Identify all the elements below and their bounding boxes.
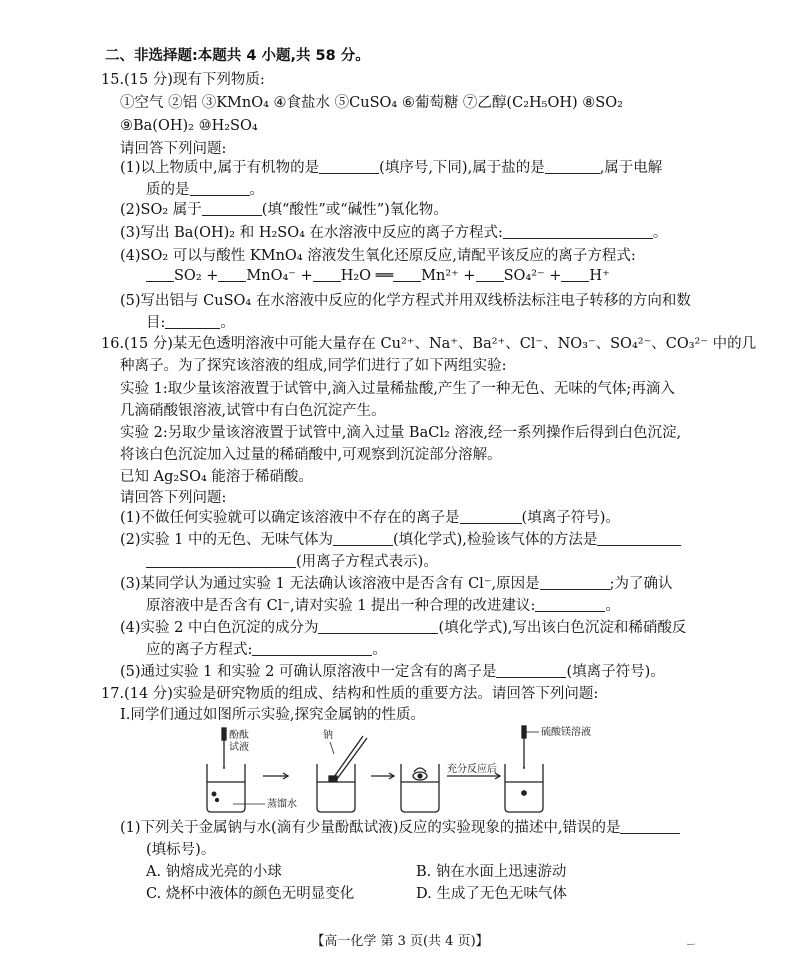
q16-p4-text-b: (填化学式),写出该白色沉淀和稀硝酸反 xyxy=(438,620,687,636)
label-phenolphthalein: 酚酞 xyxy=(229,730,249,741)
q15-p3-text-b: 。 xyxy=(652,225,668,241)
q16-title-line1: 16.(15 分)某无色透明溶液中可能大量存在 Cu²⁺、Na⁺、Ba²⁺、Cl⁻、NO₃⁻、SO₄²⁻、CO₃²⁻ 中的几 xyxy=(101,336,757,352)
q16-exp1-line2: 几滴硝酸银溶液,试管中有白色沉淀产生。 xyxy=(120,403,386,419)
beaker-icon xyxy=(207,764,245,812)
label-test-solution: 试液 xyxy=(229,742,249,753)
arrow-right-icon xyxy=(371,773,394,779)
q16-exp2-line2: 将该白色沉淀加入过量的稀硝酸中,可观察到沉淀部分溶解。 xyxy=(120,447,502,463)
answer-blank[interactable] xyxy=(333,531,393,546)
q16-p5-text-a: (5)通过实验 1 和实验 2 可确认原溶液中一定含有的离子是 xyxy=(120,664,497,680)
q15-p1-text-b: (填序号,下同),属于盐的是 xyxy=(379,160,545,176)
answer-blank[interactable] xyxy=(165,314,220,329)
q15-p5-text-c: 。 xyxy=(220,315,235,331)
q15-part1-line2 xyxy=(146,180,264,200)
page-footer: 【高一化学 第 3 页(共 4 页)】 xyxy=(311,934,489,949)
q17-title: 17.(14 分)实验是研究物质的组成、结构和性质的重要方法。请回答下列问题: xyxy=(101,686,599,702)
q17-p1-text-a: (1)下列关于金属钠与水(滴有少量酚酞试液)反应的实验现象的描述中,错误的是 xyxy=(120,820,621,836)
label-sodium: 钠 xyxy=(323,730,333,741)
q16-part2-line1 xyxy=(120,530,681,550)
q16-p2-text-b: (填化学式),检验该气体的方法是 xyxy=(392,532,598,548)
q16-p3-text-c: 原溶液中是否含有 Cl⁻,请对实验 1 提出一种合理的改进建议: xyxy=(146,598,536,614)
beaker-icon xyxy=(505,764,543,812)
sodium-experiment-figure xyxy=(195,724,591,814)
answer-blank[interactable] xyxy=(319,159,379,174)
q15-part5-line2 xyxy=(146,313,235,333)
option-a: A. 钠熔成光亮的小球 xyxy=(146,864,282,880)
eq-so2: SO₂ + xyxy=(174,268,219,284)
coefficient-blank[interactable] xyxy=(313,267,341,282)
beaker-icon xyxy=(401,764,439,812)
eq-h2o: H₂O ══ xyxy=(340,268,394,284)
q16-part4-line2 xyxy=(146,640,387,660)
q16-p2-text-a: (2)实验 1 中的无色、无味气体为 xyxy=(120,532,333,548)
q15-items-line1: ①空气 ②铝 ③KMnO₄ ④食盐水 ⑤CuSO₄ ⑥葡萄糖 ⑦乙醇(C₂H₅OH) ⑧SO₂ xyxy=(120,95,623,111)
q15-part2 xyxy=(120,200,448,220)
eq-mn: Mn²⁺ + xyxy=(421,268,476,284)
q16-part1 xyxy=(120,508,620,528)
q16-prompt: 请回答下列问题: xyxy=(120,490,227,506)
q15-part1-line1 xyxy=(120,158,662,178)
beaker-icon xyxy=(317,764,355,812)
answer-blank[interactable] xyxy=(318,619,438,634)
dropper-icon xyxy=(522,726,526,768)
eq-so4: SO₄²⁻ + xyxy=(503,268,562,284)
answer-blank[interactable] xyxy=(503,224,653,239)
q16-p1-text-a: (1)不做任何实验就可以确定该溶液中不存在的离子是 xyxy=(120,510,460,526)
coefficient-blank[interactable] xyxy=(218,267,246,282)
coefficient-blank[interactable] xyxy=(393,267,421,282)
answer-blank[interactable] xyxy=(190,181,250,196)
q15-p2-text-a: (2)SO₂ 属于 xyxy=(120,202,202,218)
option-b: B. 钠在水面上迅速游动 xyxy=(416,864,567,880)
q15-p5-text-b: 目: xyxy=(146,315,166,331)
q17-part1-question-line2: (填标号)。 xyxy=(146,842,216,858)
q16-part2-line2 xyxy=(146,552,438,572)
q16-p1-text-b: (填离子符号)。 xyxy=(521,510,620,526)
answer-blank[interactable] xyxy=(535,597,605,612)
coefficient-blank[interactable] xyxy=(561,267,589,282)
answer-blank[interactable] xyxy=(545,159,600,174)
q15-part3 xyxy=(120,223,667,243)
q16-p3-text-d: 。 xyxy=(605,598,620,614)
answer-blank[interactable] xyxy=(146,553,296,568)
coefficient-blank[interactable] xyxy=(146,267,174,282)
eq-h: H⁺ xyxy=(589,268,610,284)
option-d: D. 生成了无色无味气体 xyxy=(416,886,567,902)
q16-exp2-line1: 实验 2:另取少量该溶液置于试管中,滴入过量 BaCl₂ 溶液,经一系列操作后得到白色沉淀, xyxy=(120,425,682,441)
q15-equation xyxy=(146,266,610,286)
answer-blank[interactable] xyxy=(597,531,681,546)
answer-blank[interactable] xyxy=(202,201,262,216)
q16-title-line2: 种离子。为了探究该溶液的组成,同学们进行了如下两组实验: xyxy=(120,358,507,374)
q17-part1-question xyxy=(120,818,680,838)
q16-p3-text-b: ;为了确认 xyxy=(609,576,673,592)
q16-part4-line1 xyxy=(120,618,686,638)
option-c: C. 烧杯中液体的颜色无明显变化 xyxy=(146,886,355,902)
q16-part5 xyxy=(120,662,665,682)
q15-p1-text-c: ,属于电解 xyxy=(599,160,663,176)
q15-items-line2: ⑨Ba(OH)₂ ⑩H₂SO₄ xyxy=(120,118,258,134)
tweezers-icon xyxy=(334,736,367,779)
q15-p1-text-e: 。 xyxy=(249,182,264,198)
q16-part3-line1 xyxy=(120,574,672,594)
q15-prompt: 请回答下列问题: xyxy=(120,141,227,157)
q15-p1-text-d: 质的是 xyxy=(146,182,190,198)
answer-blank[interactable] xyxy=(620,819,680,834)
corner-mark: ー xyxy=(686,940,696,951)
q16-exp1-line1: 实验 1:取少量该溶液置于试管中,滴入过量稀盐酸,产生了一种无色、无味的气体;再滴入 xyxy=(120,381,675,397)
label-distilled-water: 蒸馏水 xyxy=(267,799,297,810)
q16-p4-text-c: 应的离子方程式: xyxy=(146,642,253,658)
dropper-icon xyxy=(222,728,226,768)
answer-blank[interactable] xyxy=(496,663,566,678)
eq-mno4: MnO₄⁻ + xyxy=(246,268,313,284)
answer-blank[interactable] xyxy=(460,509,522,524)
answer-blank[interactable] xyxy=(540,575,610,590)
coefficient-blank[interactable] xyxy=(476,267,504,282)
q16-part3-line2 xyxy=(146,596,620,616)
arrow-right-icon xyxy=(263,773,288,779)
q15-part5-line1: (5)写出铝与 CuSO₄ 在水溶液中反应的化学方程式并用双线桥法标注电子转移的方向和数 xyxy=(120,293,691,309)
q15-title: 15.(15 分)现有下列物质: xyxy=(101,72,265,88)
label-after-reaction: 充分反应后 xyxy=(447,764,497,775)
label-mgso4-solution: 硫酸镁溶液 xyxy=(541,727,591,738)
q16-p2-text-c: (用离子方程式表示)。 xyxy=(296,554,438,570)
q17-part1-intro: Ⅰ.同学们通过如图所示实验,探究金属钠的性质。 xyxy=(120,707,425,723)
q15-p3-text-a: (3)写出 Ba(OH)₂ 和 H₂SO₄ 在水溶液中反应的离子方程式: xyxy=(120,225,503,241)
q15-p2-text-b: (填“酸性”或“碱性”)氧化物。 xyxy=(261,202,448,218)
q15-part4: (4)SO₂ 可以与酸性 KMnO₄ 溶液发生氧化还原反应,请配平该反应的离子方程式: xyxy=(120,248,636,264)
q16-p4-text-d: 。 xyxy=(372,642,387,658)
q16-p4-text-a: (4)实验 2 中白色沉淀的成分为 xyxy=(120,620,319,636)
q16-p3-text-a: (3)某同学认为通过实验 1 无法确认该溶液中是否含有 Cl⁻,原因是 xyxy=(120,576,540,592)
q16-known: 已知 Ag₂SO₄ 能溶于稀硝酸。 xyxy=(120,469,313,485)
q15-p1-text-a: (1)以上物质中,属于有机物的是 xyxy=(120,160,320,176)
answer-blank[interactable] xyxy=(252,641,372,656)
q16-p5-text-b: (填离子符号)。 xyxy=(566,664,665,680)
section-title: 二、非选择题:本题共 4 小题,共 58 分。 xyxy=(105,48,370,64)
